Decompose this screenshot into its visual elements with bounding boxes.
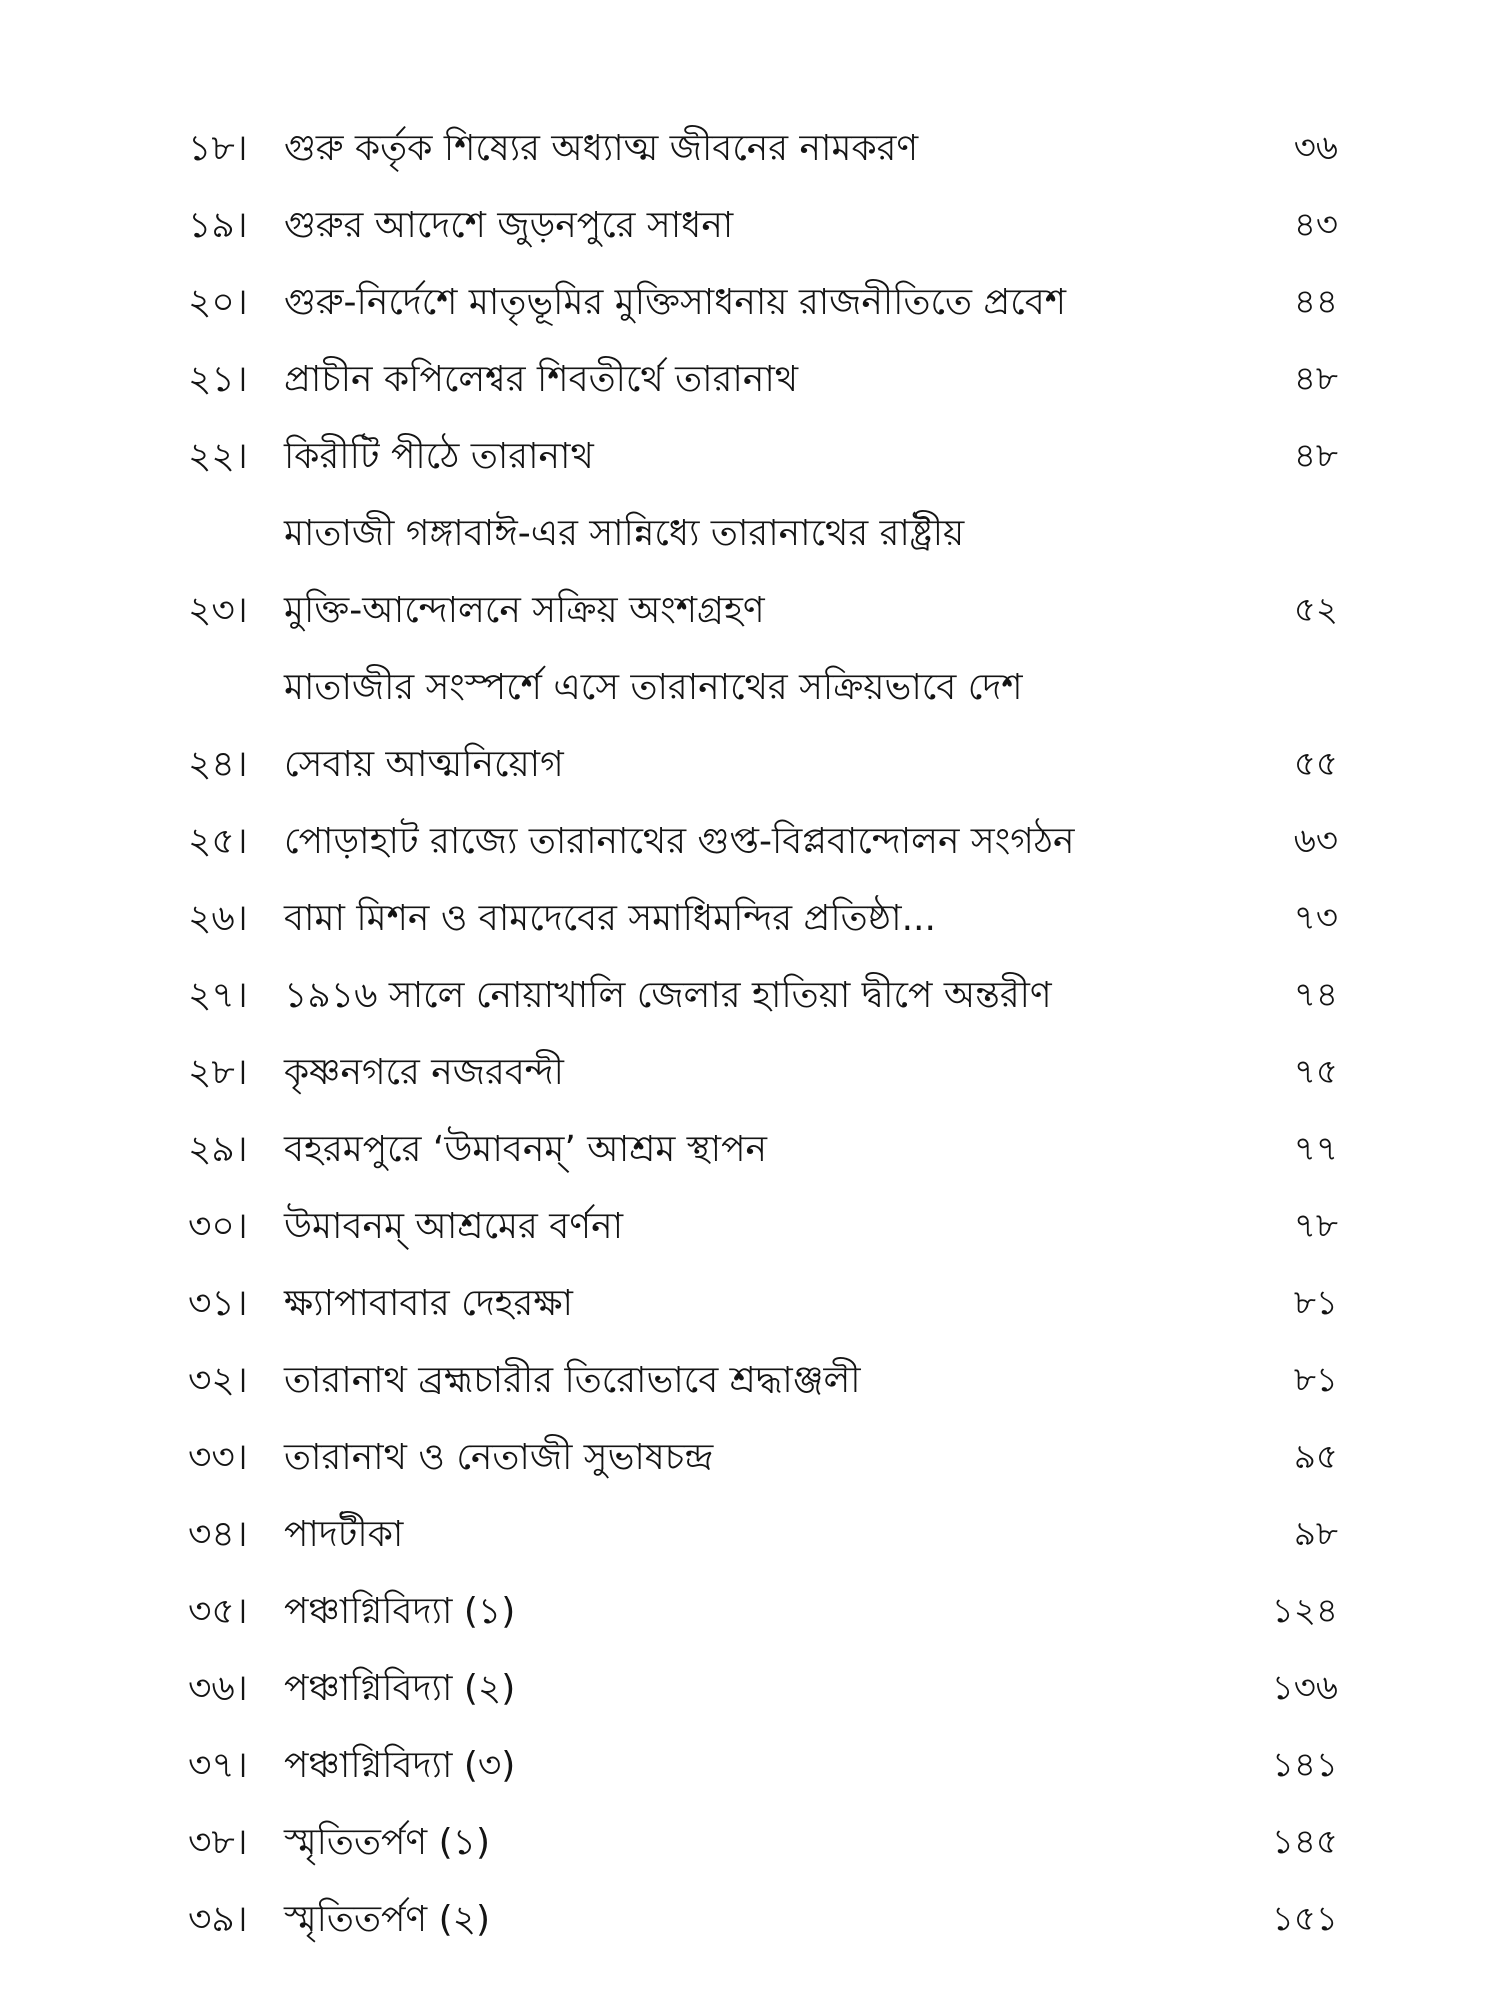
toc-entry-number: ২৪।	[188, 744, 248, 785]
toc-entry-page-number: ৯৫	[1293, 1437, 1338, 1477]
toc-entry-title-line: সেবায় আত্মনিয়োগ	[284, 744, 564, 785]
toc-entry-page-number: ৭৮	[1293, 1206, 1338, 1246]
toc-entry-title-line: গুরুর আদেশে জুড়নপুরে সাধনা	[284, 205, 734, 246]
toc-entry-title	[284, 1804, 1228, 1881]
toc-entry-title-line: মাতাজীর সংস্পর্শে এসে তারানাথের সক্রিয়ভাবে দেশ	[284, 667, 1023, 708]
toc-entry-number: ১৮।	[188, 128, 248, 169]
toc-entry-title	[284, 1342, 1228, 1419]
toc-entry	[188, 880, 1338, 957]
toc-entry	[188, 1342, 1338, 1419]
toc-entry	[188, 1496, 1338, 1573]
toc-entry-number: ২২।	[188, 436, 248, 477]
toc-entry-title	[284, 1727, 1228, 1804]
toc-entry	[188, 1573, 1338, 1650]
toc-entry-page-number: ৬৩	[1293, 821, 1338, 861]
toc-entry-number: ৩৬।	[188, 1668, 248, 1709]
toc-entry-title-line: তারানাথ ব্রহ্মচারীর তিরোভাবে শ্রদ্ধাঞ্জলী	[284, 1360, 861, 1401]
toc-entry-number: ৩৪।	[188, 1514, 248, 1555]
toc-entry-title-line: উমাবনম্ আশ্রমের বর্ণনা	[284, 1206, 624, 1247]
toc-entry-number: ২৭।	[188, 975, 248, 1016]
toc-entry-page-number: ১২৪	[1271, 1591, 1338, 1631]
toc-entry-title-line: গুরু কর্তৃক শিষ্যের অধ্যাত্ম জীবনের নামকরণ	[284, 128, 919, 169]
toc-entry-number: ২৮।	[188, 1052, 248, 1093]
toc-entry-title	[284, 341, 1228, 418]
toc-entry-title	[284, 187, 1228, 264]
toc-entry-page-number: ৪৮	[1293, 436, 1338, 476]
toc-entry-title-line: মুক্তি-আন্দোলনে সক্রিয় অংশগ্রহণ	[284, 590, 765, 631]
toc-entry-title-line: কৃষ্ণনগরে নজরবন্দী	[284, 1052, 564, 1093]
table-of-contents	[188, 110, 1338, 1958]
toc-entry-page-number: ৪৩	[1293, 205, 1338, 245]
toc-entry-number: ২৯।	[188, 1129, 248, 1170]
toc-entry	[188, 1265, 1338, 1342]
toc-entry-page-number: ১৩৬	[1271, 1668, 1338, 1708]
toc-entry-title-line: কিরীটি পীঠে তারানাথ	[284, 436, 594, 477]
toc-entry-page-number: ১৪৫	[1271, 1822, 1338, 1862]
toc-entry	[188, 649, 1338, 803]
toc-entry-title-line: ১৯১৬ সালে নোয়াখালি জেলার হাতিয়া দ্বীপে অন্তরীণ	[284, 975, 1052, 1016]
toc-entry-title-line: প্রাচীন কপিলেশ্বর শিবতীর্থে তারানাথ	[284, 359, 799, 400]
toc-entry-page-number: ৮১	[1293, 1283, 1338, 1323]
toc-entry-number: ৩৫।	[188, 1591, 248, 1632]
toc-entry	[188, 264, 1338, 341]
toc-entry-title	[284, 1419, 1228, 1496]
toc-entry-page-number: ১৪১	[1271, 1745, 1338, 1785]
toc-entry-number: ৩৭।	[188, 1745, 248, 1786]
toc-entry	[188, 803, 1338, 880]
toc-entry-title-line: পাদটীকা	[284, 1514, 404, 1555]
toc-entry-title-line: মাতাজী গঙ্গাবাঈ-এর সান্নিধ্যে তারানাথের রাষ্ট্রীয়	[284, 513, 965, 554]
toc-entry-title-line: স্মৃতিতর্পণ (১)	[284, 1822, 491, 1863]
toc-entry	[188, 957, 1338, 1034]
toc-entry-number: ২১।	[188, 359, 248, 400]
toc-entry	[188, 1650, 1338, 1727]
toc-entry	[188, 1804, 1338, 1881]
toc-entry-title-line: পঞ্চাগ্নিবিদ্যা (১)	[284, 1591, 516, 1632]
toc-entry-title	[284, 1034, 1228, 1111]
toc-entry-number: ৩০।	[188, 1206, 248, 1247]
toc-entry-title	[284, 1111, 1228, 1188]
toc-entry-title-line: বহরমপুরে ‘উমাবনম্’ আশ্রম স্থাপন	[284, 1129, 767, 1170]
toc-entry	[188, 495, 1338, 649]
toc-entry-page-number: ৫২	[1293, 590, 1338, 630]
toc-entry-number: ৩১।	[188, 1283, 248, 1324]
toc-entry-title-line: পঞ্চাগ্নিবিদ্যা (২)	[284, 1668, 516, 1709]
toc-entry-page-number: ৯৮	[1293, 1514, 1338, 1554]
toc-entry	[188, 1111, 1338, 1188]
toc-entry-page-number: ৪৪	[1293, 282, 1338, 322]
toc-entry-title	[284, 1188, 1228, 1265]
toc-entry	[188, 1727, 1338, 1804]
toc-entry-page-number: ৮১	[1293, 1360, 1338, 1400]
toc-entry-page-number: ৪৮	[1293, 359, 1338, 399]
toc-entry-number: ২৫।	[188, 821, 248, 862]
toc-entry	[188, 1419, 1338, 1496]
toc-entry-title	[284, 957, 1228, 1034]
toc-entry-number: ৩৩।	[188, 1437, 248, 1478]
toc-entry-page-number: ৭৭	[1293, 1129, 1338, 1169]
toc-entry-title-line: বামা মিশন ও বামদেবের সমাধিমন্দির প্রতিষ্ঠা...	[284, 898, 936, 939]
toc-entry-number: ২০।	[188, 282, 248, 323]
toc-entry-title	[284, 495, 1228, 649]
toc-entry-title-line: স্মৃতিতর্পণ (২)	[284, 1899, 491, 1940]
toc-entry-page-number: ৩৬	[1293, 128, 1338, 168]
toc-entry	[188, 341, 1338, 418]
toc-entry-title	[284, 418, 1228, 495]
toc-entry-page-number: ৫৫	[1293, 744, 1338, 784]
toc-entry-number: ২৬।	[188, 898, 248, 939]
toc-entry-title	[284, 1573, 1228, 1650]
toc-entry-number: ৩৯।	[188, 1899, 248, 1940]
toc-entry-title-line: পঞ্চাগ্নিবিদ্যা (৩)	[284, 1745, 516, 1786]
toc-entry	[188, 1188, 1338, 1265]
toc-entry-title	[284, 1881, 1228, 1958]
toc-entry-title	[284, 880, 1228, 957]
toc-entry	[188, 418, 1338, 495]
toc-entry-title	[284, 649, 1228, 803]
toc-entry-title	[284, 803, 1228, 880]
toc-entry	[188, 1881, 1338, 1958]
toc-entry-title-line: ক্ষ্যাপাবাবার দেহরক্ষা	[284, 1283, 573, 1324]
toc-entry-title	[284, 110, 1228, 187]
toc-entry-title	[284, 1650, 1228, 1727]
toc-entry	[188, 110, 1338, 187]
toc-entry-title	[284, 1265, 1228, 1342]
toc-entry-page-number: ৭৫	[1293, 1052, 1338, 1092]
toc-entry-number: ৩২।	[188, 1360, 248, 1401]
toc-entry-page-number: ১৫১	[1271, 1899, 1338, 1939]
toc-entry-title-line: পোড়াহাট রাজ্যে তারানাথের গুপ্ত-বিপ্লবান্দোলন সংগঠন	[284, 821, 1075, 862]
toc-entry-number: ৩৮।	[188, 1822, 248, 1863]
toc-entry-number: ১৯।	[188, 205, 248, 246]
toc-entry-number: ২৩।	[188, 590, 248, 631]
toc-entry	[188, 187, 1338, 264]
toc-entry-title	[284, 264, 1228, 341]
toc-entry-page-number: ৭৩	[1293, 898, 1338, 938]
toc-entry	[188, 1034, 1338, 1111]
toc-entry-title-line: তারানাথ ও নেতাজী সুভাষচন্দ্র	[284, 1437, 714, 1478]
toc-entry-title	[284, 1496, 1228, 1573]
toc-entry-page-number: ৭৪	[1293, 975, 1338, 1015]
toc-entry-title-line: গুরু-নির্দেশে মাতৃভূমির মুক্তিসাধনায় রাজনীতিতে প্রবেশ	[284, 282, 1067, 323]
